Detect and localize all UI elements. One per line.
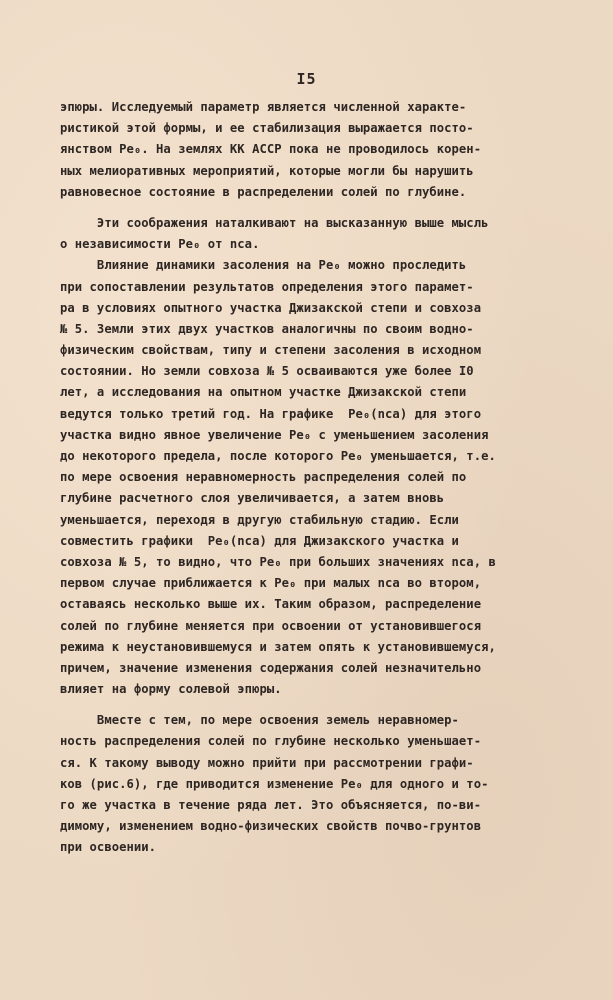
text-line: ра в условиях опытного участка Джизакской степи и совхоза xyxy=(60,300,482,315)
paragraph-2 xyxy=(60,213,560,255)
text-line: уменьшается, переходя в другую стабильную стадию. Если xyxy=(60,512,459,527)
text-line: первом случае приближается к Pe₀ при малых nса во втором, xyxy=(60,576,482,591)
text-line: равновесное состояние в распределении солей по глубине. xyxy=(60,184,467,199)
text-line: ристикой этой формы, и ее стабилизация выражается посто- xyxy=(60,121,474,136)
text-line: лет, а исследования на опытном участке Джизакской степи xyxy=(60,385,467,400)
paragraph-gap xyxy=(60,203,560,213)
text-line: физическим свойствам, типу и степени засоления в исходном xyxy=(60,343,482,358)
paragraph-1 xyxy=(60,97,560,203)
text-line: янством Pe₀. На землях КК АССР пока не проводилось корен- xyxy=(60,142,482,157)
text-line: Эти соображения наталкивают на высказанную выше мысль xyxy=(60,215,489,230)
text-line: Влияние динамики засоления на Pe₀ можно проследить xyxy=(60,258,467,273)
text-line: № 5. Земли этих двух участков аналогичны по своим водно- xyxy=(60,321,474,336)
text-line: до некоторого предела, после которого Pe₀ уменьшается, т.е. xyxy=(60,449,496,463)
text-line: го же участка в течение ряда лет. Это объясняется, по-ви- xyxy=(60,798,482,812)
text-line: ность распределения солей по глубине несколько уменьшает- xyxy=(60,734,482,749)
text-line: состоянии. Но земли совхоза № 5 осваиваются уже более I0 xyxy=(60,364,474,379)
text-line: режима к неустановившемуся и затем опять к установившемуся, xyxy=(60,639,496,654)
text-line: ных мелиоративных мероприятий, которые могли бы нарушить xyxy=(60,163,474,178)
page-number: I5 xyxy=(296,70,317,88)
text-line: ков (рис.6), где приводится изменение Pe₀ для одного и то- xyxy=(60,776,489,791)
text-line: о независимости Pe₀ от nса. xyxy=(60,237,260,252)
text-line: ведутся только третий год. На графике Pe₀(nса) для этого xyxy=(60,406,482,421)
text-line: причем, значение изменения содержания солей незначительно xyxy=(60,660,482,675)
text-line: эпюры. Исследуемый параметр является численной характе- xyxy=(60,100,467,114)
text-line: Вместе с тем, по мере освоения земель неравномер- xyxy=(60,713,459,728)
text-line: совхоза № 5, то видно, что Pe₀ при больших значениях nса, в xyxy=(60,554,496,569)
text-line: ся. К такому выводу можно прийти при рассмотрении графи- xyxy=(60,755,474,770)
text-line: димому, изменением водно-физических свойств почво-грунтов xyxy=(60,819,482,834)
text-line: при освоении. xyxy=(60,840,157,855)
text-line: оставаясь несколько выше их. Таким образом, распределение xyxy=(60,597,482,612)
text-line: солей по глубине меняется при освоении от установившегося xyxy=(60,618,482,633)
paragraph-3 xyxy=(60,255,560,700)
body-text xyxy=(60,97,560,859)
text-line: совместить графики Pe₀(nса) для Джизакского участка и xyxy=(60,533,459,548)
paragraph-4 xyxy=(60,710,560,858)
paragraph-gap xyxy=(60,700,560,710)
text-line: глубине расчетного слоя увеличивается, а затем вновь xyxy=(60,491,445,506)
text-line: при сопоставлении результатов определения этого парамет- xyxy=(60,279,474,294)
text-line: участка видно явное увеличение Pe₀ с уменьшением засоления xyxy=(60,427,489,442)
text-line: влияет на форму солевой эпюры. xyxy=(60,682,282,697)
text-line: по мере освоения неравномерность распределения солей по xyxy=(60,470,467,485)
